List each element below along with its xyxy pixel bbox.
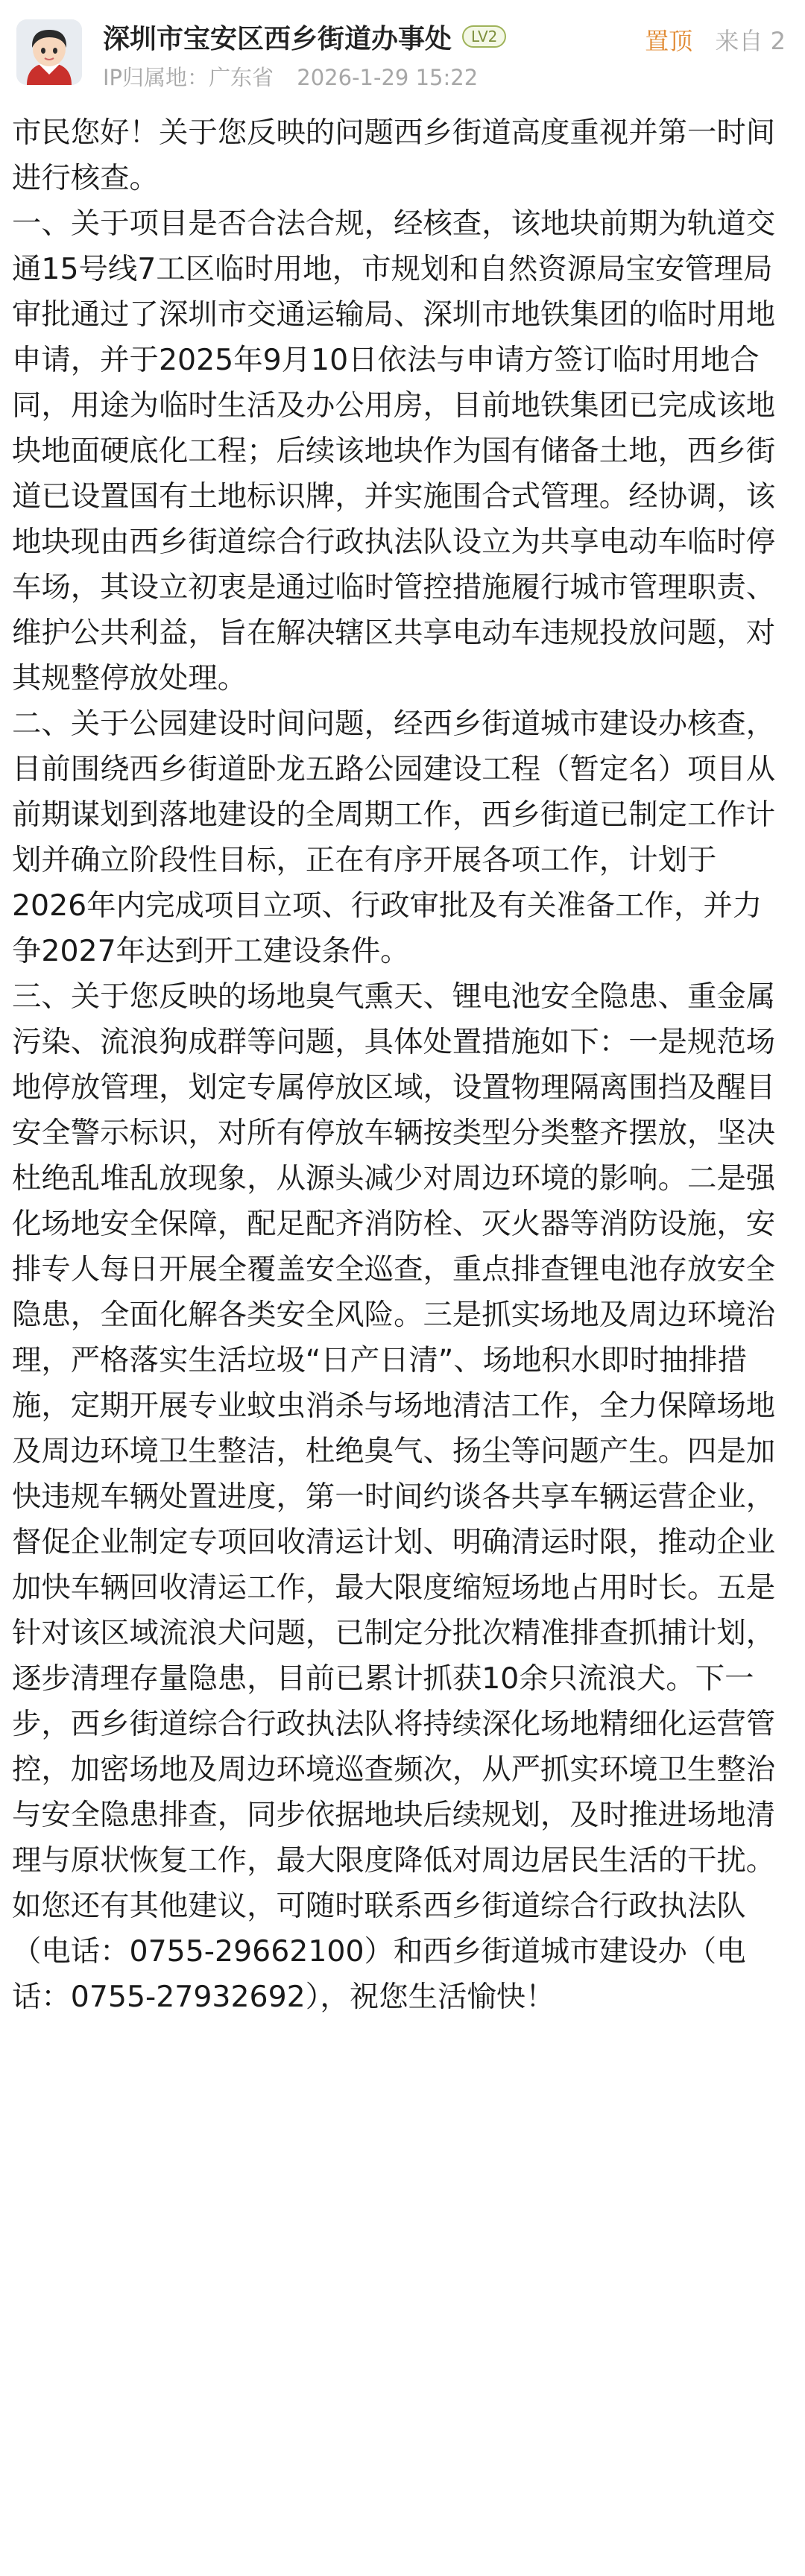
reply-paragraph-park: 二、关于公园建设时间问题，经西乡街道城市建设办核查，目前围绕西乡街道卧龙五路公园建设工程（暂定名）项目从前期谋划到落地建设的全周期工作，西乡街道已制定工作计划并确立阶段性目标，正在有序开展各项工作，计划于2026年内完成项目立项、行政审批及有关准备工作，并力争2027年达到开工建设条件。 [12, 707, 776, 968]
author-name[interactable]: 深圳市宝安区西乡街道办事处 [103, 23, 452, 54]
reply-content [12, 110, 790, 2020]
pinned-label: 置顶 [645, 27, 693, 55]
level-badge: LV2 [462, 25, 506, 48]
cartoon-avatar-icon[interactable] [16, 19, 82, 85]
reply-paragraph-measures: 三、关于您反映的场地臭气熏天、锂电池安全隐患、重金属污染、流浪狗成群等问题，具体处置措施如下：一是规范场地停放管理，划定专属停放区域，设置物理隔离围挡及醒目安全警示标识，对所有停放车辆按类型分类整齐摆放，坚决杜绝乱堆乱放现象，从源头减少对周边环境的影响。二是强化场地安全保障，配足配齐消防栓、灭火器等消防设施，安排专人每日开展全覆盖安全巡查，重点排查锂电池存放安全隐患，全面化解各类安全风险。三是抓实场地及周边环境治理，严格落实生活垃圾“日产日清”、场地积水即时抽排措施，定期开展专业蚊虫消杀与场地清洁工作，全力保障场地及周边环境卫生整洁，杜绝臭气、扬尘等问题产生。四是加快违规车辆处置进度，第一时间约谈各共享车辆运营企业，督促企业制定专项回收清运计划、明确清运时限，推动企业加快车辆回收清运工作，最大限度缩短场地占用时长。五是针对该区域流浪犬问题，已制定分批次精准排查抓捕计划，逐步清理存量隐患，目前已累计抓获10余只流浪犬。下一步，西乡街道综合行政执法队将持续深化场地精细化运营管控，加密场地及周边环境巡查频次，从严抓实环境卫生整治与安全隐患排查，同步依据地块后续规划，及时推进场地清理与原状恢复工作，最大限度降低对周边居民生活的干扰。 [12, 979, 776, 1878]
post-meta [103, 61, 494, 92]
floor-label: 来自 2 [715, 27, 786, 55]
reply-paragraph-contact: 如您还有其他建议，可随时联系西乡街道综合行政执法队（电话：0755-29662100）和西乡街道城市建设办（电话：0755-27932692），祝您生活愉快！ [12, 1889, 746, 2014]
ip-location: IP归属地：广东省 [103, 65, 274, 90]
post-status [645, 22, 786, 57]
post-header [0, 0, 805, 97]
author-row [103, 19, 506, 54]
post-timestamp: 2026-1-29 15:22 [297, 65, 479, 90]
reply-paragraph-greeting: 市民您好！关于您反映的问题西乡街道高度重视并第一时间进行核查。 [12, 116, 776, 195]
reply-paragraph-legality: 一、关于项目是否合法合规，经核查，该地块前期为轨道交通15号线7工区临时用地，市规划和自然资源局宝安管理局审批通过了深圳市交通运输局、深圳市地铁集团的临时用地申请，并于2025年9月10日依法与申请方签订临时用地合同，用途为临时生活及办公用房，目前地铁集团已完成该地块地面硬底化工程；后续该地块作为国有储备土地，西乡街道已设置国有土地标识牌，并实施围合式管理。经协调，该地块现由西乡街道综合行政执法队设立为共享电动车临时停车场，其设立初衷是通过临时管控措施履行城市管理职责、维护公共利益，旨在解决辖区共享电动车违规投放问题，对其规整停放处理。 [12, 206, 776, 695]
